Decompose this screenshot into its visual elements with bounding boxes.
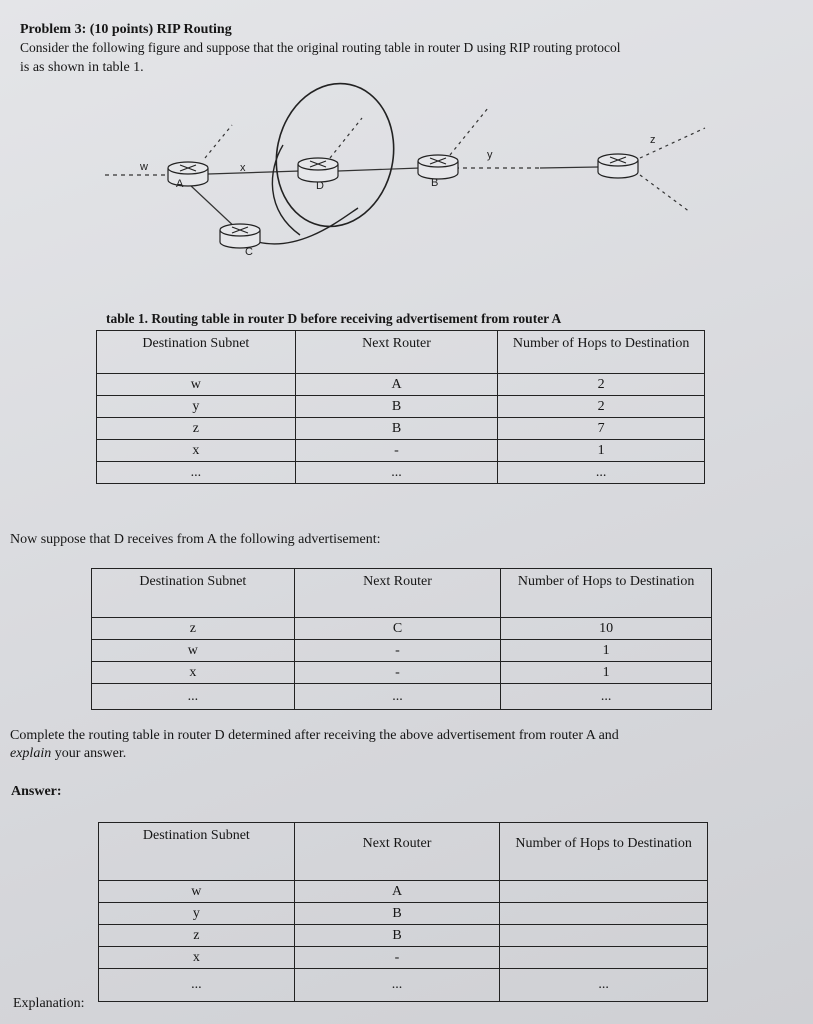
router-z-side-icon [598,154,638,178]
table-cell: 1 [501,640,712,662]
table-row [92,684,712,710]
table-row [99,903,708,925]
table-cell: B [295,418,498,440]
table-row [92,618,712,640]
answer-hops-input[interactable] [500,925,708,947]
table-cell: - [295,440,498,462]
table-cell: - [294,947,500,969]
table-cell: 2 [498,396,705,418]
label-z: z [650,134,656,146]
table-row [97,462,705,484]
table-cell: ... [294,684,501,710]
table-cell: z [99,925,295,947]
table-row [97,440,705,462]
table-cell: z [97,418,296,440]
table-row [99,947,708,969]
advertisement-header-row [92,569,712,618]
table-cell: x [97,440,296,462]
task-emphasis: explain [10,746,52,761]
table-row [99,925,708,947]
table-cell: A [295,374,498,396]
table-cell: ... [295,462,498,484]
answer-hops-input[interactable] [500,947,708,969]
table1-caption: table 1. Routing table in router D before receiving advertisement from router A [106,311,562,326]
network-figure [0,70,813,270]
table-cell: B [295,396,498,418]
table-cell: ... [501,684,712,710]
answer-header-cell: Destination Subnet [99,823,295,881]
router-a-icon [168,162,208,186]
advertisement-intro: Now suppose that D receives from A the following advertisement: [10,532,381,547]
table-cell: y [99,903,295,925]
table-row [99,969,708,1002]
answer-hops-input[interactable] [500,881,708,903]
table-cell: 1 [501,662,712,684]
table-row [92,662,712,684]
table-cell: C [294,618,501,640]
table-cell: ... [97,462,296,484]
label-y: y [487,149,493,161]
advertisement-table [91,568,712,710]
answer-header-cell: Next Router [294,823,500,881]
table-cell: 7 [498,418,705,440]
table-row [99,881,708,903]
table-cell: w [97,374,296,396]
table-cell: y [97,396,296,418]
label-x: x [240,162,246,174]
table-cell: z [92,618,295,640]
table-cell: 2 [498,374,705,396]
intro-line-1: Consider the following figure and suppose that the original routing table in router D using RIP routing protocol [20,40,621,55]
table-row [92,640,712,662]
table-cell: ... [92,684,295,710]
advertisement-header-cell: Number of Hops to Destination [501,569,712,618]
explanation-label: Explanation: [13,996,85,1011]
table-cell: ... [294,969,500,1002]
label-w: w [140,161,148,173]
answer-label: Answer: [11,784,62,799]
table-cell: 1 [498,440,705,462]
label-d: D [316,180,324,192]
table-cell: B [294,925,500,947]
table-row [97,396,705,418]
intro-line-2: is as shown in table 1. [20,60,144,75]
router-c-icon [220,224,260,248]
table-cell: B [294,903,500,925]
answer-header-row [99,823,708,881]
table-cell: ... [498,462,705,484]
task-line-2 [10,746,126,762]
table-cell: - [294,640,501,662]
table-cell: w [92,640,295,662]
table1-header-cell: Number of Hops to Destination [498,331,705,374]
table1-header-cell: Next Router [295,331,498,374]
label-c: C [245,246,253,258]
table-cell: x [99,947,295,969]
label-a: A [176,178,184,190]
router-d-icon [298,158,338,182]
task-line-1: Complete the routing table in router D determined after receiving the above advertisement from router A and [10,728,619,743]
table1 [96,330,705,484]
table-cell: ... [500,969,708,1002]
router-b-icon [418,155,458,179]
advertisement-header-cell: Destination Subnet [92,569,295,618]
answer-table [98,822,708,1002]
table-row [97,374,705,396]
advertisement-header-cell: Next Router [294,569,501,618]
table-row [97,418,705,440]
table-cell: ... [99,969,295,1002]
label-b: B [431,177,439,189]
answer-header-cell: Number of Hops to Destination [500,823,708,881]
table1-header-cell: Destination Subnet [97,331,296,374]
task-line-2-rest: your answer. [51,746,127,761]
table1-header-row [97,331,705,374]
table-cell: - [294,662,501,684]
problem-title: Problem 3: (10 points) RIP Routing [20,22,232,37]
answer-hops-input[interactable] [500,903,708,925]
table-cell: 10 [501,618,712,640]
table-cell: x [92,662,295,684]
table-cell: w [99,881,295,903]
table-cell: A [294,881,500,903]
